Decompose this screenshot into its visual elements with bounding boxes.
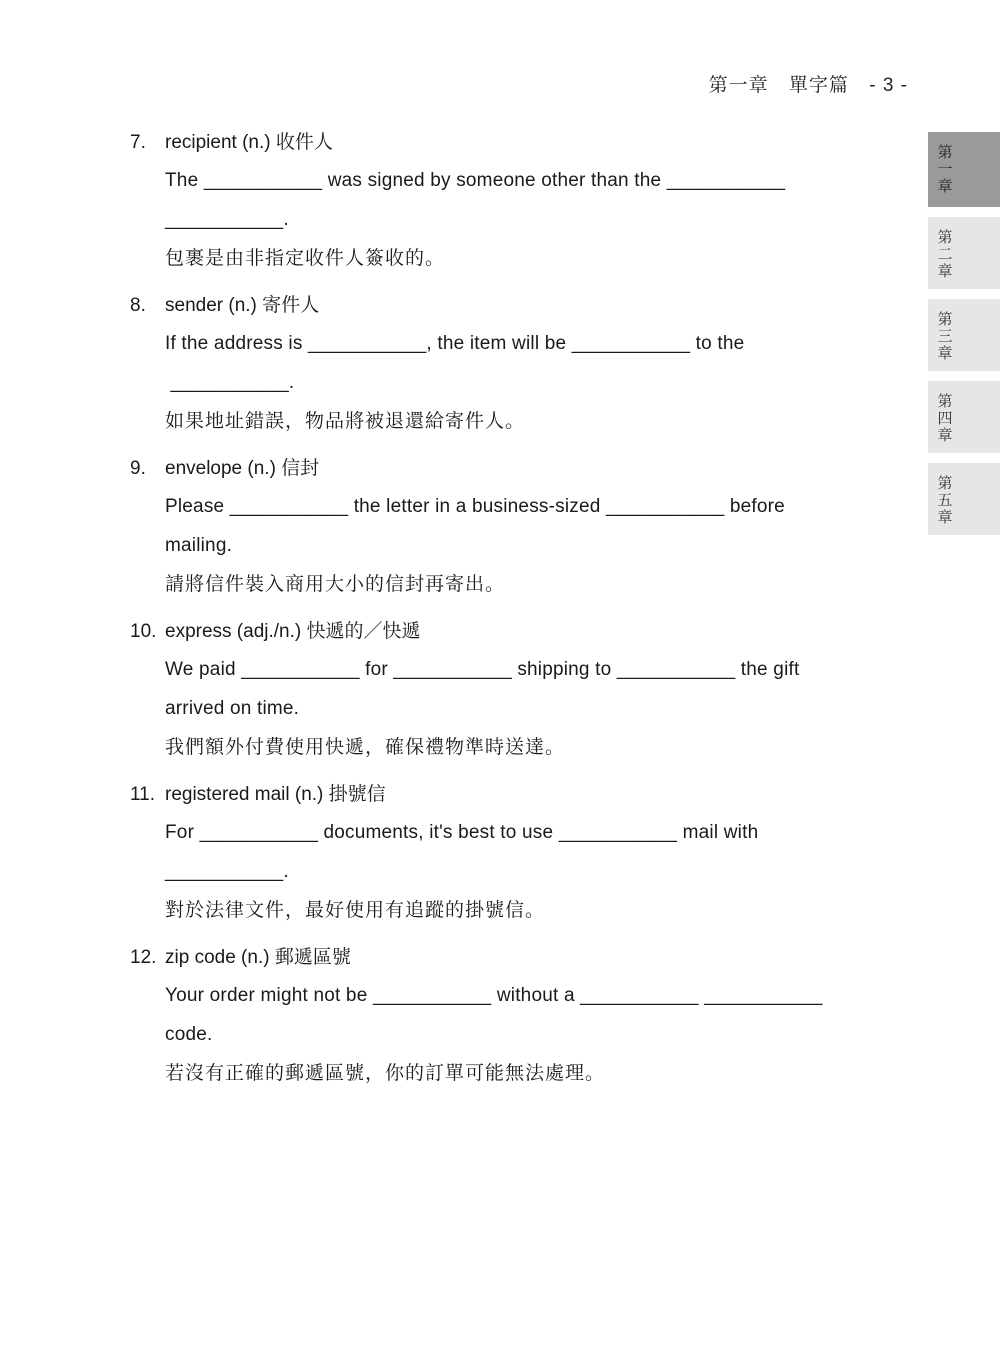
example-sentence-line: ___________.	[165, 861, 289, 882]
tab-chapter-1[interactable]: 第 一 章	[928, 132, 1000, 207]
tab-chapter-4[interactable]: 第 四 章	[928, 381, 1000, 453]
example-sentence-line: For ___________ documents, it's best to use ___________ mail with	[165, 822, 759, 843]
entry-term: recipient (n.) 收件人	[165, 132, 333, 153]
entry-term: express (adj./n.) 快遞的／快遞	[165, 621, 421, 642]
vocab-entry	[130, 454, 900, 600]
example-sentence-line: If the address is ___________, the item will be ___________ to the	[165, 333, 745, 354]
chinese-translation: 包裹是由非指定收件人簽收的。	[165, 248, 446, 269]
tab-chapter-2[interactable]: 第 二 章	[928, 217, 1000, 289]
chinese-translation: 若沒有正確的郵遞區號，你的訂單可能無法處理。	[165, 1063, 606, 1084]
entry-number: 7.	[130, 132, 146, 153]
chapter-title: 第一章	[708, 75, 769, 96]
example-sentence-line: We paid ___________ for ___________ shipping to ___________ the gift	[165, 659, 800, 680]
example-sentence-line: The ___________ was signed by someone other than the ___________	[165, 170, 786, 191]
entry-number: 8.	[130, 295, 146, 316]
chinese-translation: 如果地址錯誤，物品將被退還給寄件人。	[165, 411, 526, 432]
entry-number: 11.	[130, 784, 156, 805]
example-sentence-line: code.	[165, 1024, 213, 1045]
entry-term: registered mail (n.) 掛號信	[165, 784, 386, 805]
chinese-translation: 對於法律文件，最好使用有追蹤的掛號信。	[165, 900, 546, 921]
chinese-translation: 請將信件裝入商用大小的信封再寄出。	[165, 574, 506, 595]
vocab-entry	[130, 291, 900, 437]
vocab-entry	[130, 780, 900, 926]
tab-chapter-5[interactable]: 第 五 章	[928, 463, 1000, 535]
example-sentence-line: mailing.	[165, 535, 233, 556]
entry-number: 12.	[130, 947, 157, 968]
tab-chapter-3[interactable]: 第 三 章	[928, 299, 1000, 371]
chapter-tabs	[928, 132, 1000, 545]
chinese-translation: 我們額外付費使用快遞，確保禮物準時送達。	[165, 737, 566, 758]
vocab-entry	[130, 128, 900, 274]
example-sentence-line: ___________.	[165, 372, 295, 393]
example-sentence-line: Your order might not be ___________ without a ___________ ___________	[165, 985, 823, 1006]
vocab-entry	[130, 943, 900, 1089]
example-sentence-line: ___________.	[165, 209, 289, 230]
example-sentence-line: Please ___________ the letter in a business-sized ___________ before	[165, 496, 785, 517]
entry-number: 10.	[130, 621, 157, 642]
entry-term: sender (n.) 寄件人	[165, 295, 320, 316]
entry-term: zip code (n.) 郵遞區號	[165, 947, 351, 968]
page-header	[709, 70, 908, 97]
vocabulary-list	[130, 128, 900, 1106]
section-title: 單字篇	[788, 75, 849, 96]
vocab-entry	[130, 617, 900, 763]
example-sentence-line: arrived on time.	[165, 698, 300, 719]
entry-term: envelope (n.) 信封	[165, 458, 320, 479]
entry-number: 9.	[130, 458, 146, 479]
page-number: - 3 -	[869, 75, 908, 96]
